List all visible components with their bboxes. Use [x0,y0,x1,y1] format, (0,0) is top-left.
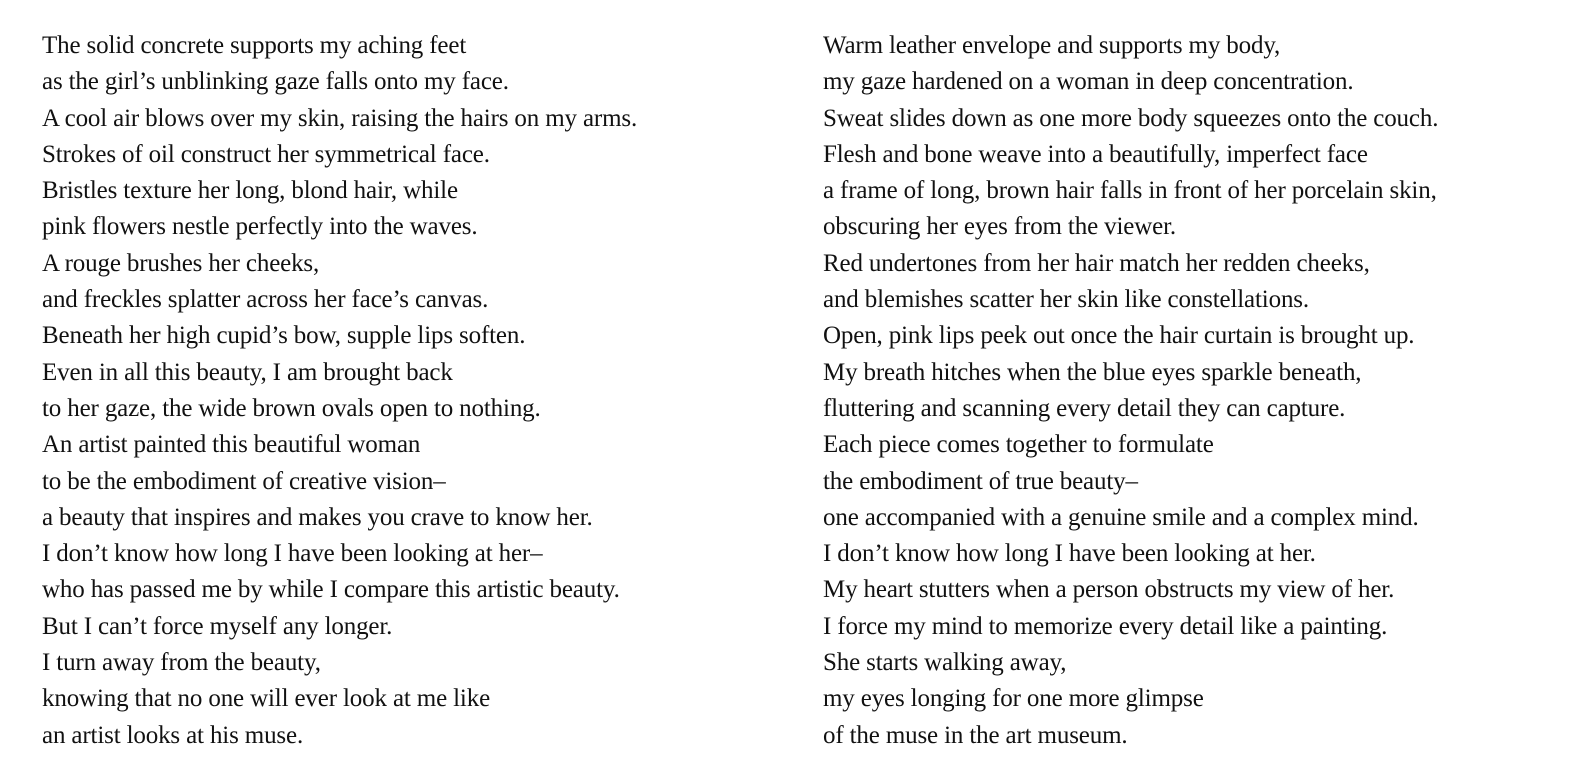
poem-line: of the muse in the art museum. [823,721,1128,749]
poem-line: I force my mind to memorize every detail like a painting. [823,612,1388,640]
poem-line: Sweat slides down as one more body squeezes onto the couch. [823,104,1439,132]
poem-left-column [42,28,762,754]
poem-line: Bristles texture her long, blond hair, while [42,177,458,205]
poem-line: Flesh and bone weave into a beautifully, imperfect face [823,140,1368,168]
poem-line: and freckles splatter across her face’s canvas. [42,286,489,314]
poem-line: a frame of long, brown hair falls in front of her porcelain skin, [823,177,1437,205]
poem-line: to her gaze, the wide brown ovals open to nothing. [42,394,541,422]
poem-line: the embodiment of true beauty– [823,467,1138,495]
poem-line: I don’t know how long I have been looking at her. [823,540,1316,568]
poem-line: Red undertones from her hair match her redden cheeks, [823,249,1370,277]
poem-line: Warm leather envelope and supports my body, [823,32,1281,59]
poem-line: to be the embodiment of creative vision– [42,467,446,495]
poem-line: one accompanied with a genuine smile and a complex mind. [823,503,1419,531]
poem-line: A rouge brushes her cheeks, [42,249,320,277]
poem-line: My heart stutters when a person obstructs my view of her. [823,576,1395,604]
poem-line: A cool air blows over my skin, raising the hairs on my arms. [42,104,638,132]
poem-line: She starts walking away, [823,649,1067,677]
poem-line: knowing that no one will ever look at me like [42,685,491,713]
poem-line: and blemishes scatter her skin like constellations. [823,286,1309,314]
poem-line: The solid concrete supports my aching feet [42,32,467,59]
poem-line: my eyes longing for one more glimpse [823,685,1204,713]
poem-line: My breath hitches when the blue eyes sparkle beneath, [823,358,1362,386]
poem-line: I don’t know how long I have been looking at her– [42,540,543,568]
poem-right-column [823,28,1563,754]
poem-line: obscuring her eyes from the viewer. [823,213,1176,241]
poem-line: But I can’t force myself any longer. [42,612,393,640]
poem-line: Each piece comes together to formulate [823,431,1214,459]
poem-line: Open, pink lips peek out once the hair curtain is brought up. [823,322,1415,350]
poem-line: my gaze hardened on a woman in deep concentration. [823,68,1354,96]
poem-line: an artist looks at his muse. [42,721,304,749]
poem-line: fluttering and scanning every detail they can capture. [823,394,1346,422]
poem-line: pink flowers nestle perfectly into the waves. [42,213,478,241]
poem-line: who has passed me by while I compare this artistic beauty. [42,576,620,604]
poem-line: An artist painted this beautiful woman [42,431,421,459]
poem-line: I turn away from the beauty, [42,649,321,677]
poem-line: as the girl’s unblinking gaze falls onto my face. [42,68,509,96]
poem-line: a beauty that inspires and makes you crave to know her. [42,503,593,531]
poem-line: Beneath her high cupid’s bow, supple lips soften. [42,322,526,350]
poem-line: Even in all this beauty, I am brought back [42,358,453,386]
poem-line: Strokes of oil construct her symmetrical face. [42,140,490,168]
